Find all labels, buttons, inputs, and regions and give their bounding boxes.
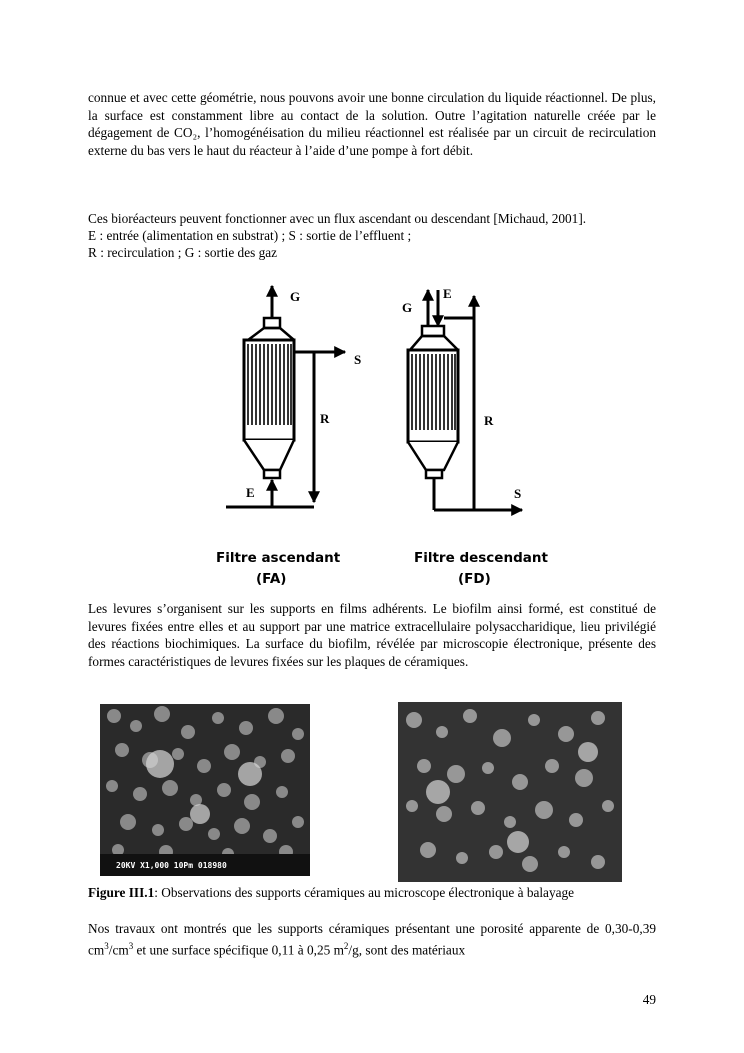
figure-caption-text: : Observations des supports céramiques au microscope électronique à balayage <box>154 885 575 900</box>
sem-left-label: 20KV X1,000 10Pm 018980 <box>116 861 227 870</box>
left-label-r: R <box>320 411 330 426</box>
right-label-r: R <box>484 413 494 428</box>
right-label-g: G <box>402 300 413 315</box>
intro-paragraph: connue et avec cette géométrie, nous pouvons avoir une bonne circulation du liquide réactionnel. De plus, la surface est constamment libre au contact de la solution. Outre l’agitation naturelle créée par le dégagement de CO₂, l’homogénéisation du milieu réactionnel est réalisée par un circuit de recirculation externe du bas vers le haut du réacteur à l’aide d’une pompe à fort débit. <box>88 90 656 158</box>
last-paragraph-part4: /g, sont des matériaux <box>348 942 466 958</box>
right-abbr: (FD) <box>458 571 491 587</box>
right-label-e: E <box>443 286 452 301</box>
left-label-e: E <box>246 485 255 500</box>
sup-cm3-1: 3 <box>104 940 109 951</box>
sup-m2: 2 <box>343 940 349 951</box>
right-label-s: S <box>514 486 522 501</box>
figure-caption-label: Figure III.1 <box>88 885 155 900</box>
last-paragraph-part1: Nos travaux ont montrés que les supports céramiques présentant une porosité apparente de 0,30-0,39 cm <box>88 921 656 958</box>
flux-line-3: R : recirculation ; G : sortie des gaz <box>88 245 278 260</box>
figure-caption <box>88 884 574 902</box>
left-label-s: S <box>354 352 362 367</box>
left-label-g: G <box>290 289 301 304</box>
last-paragraph-part3: et une surface spécifique 0,11 à 0,25 m <box>133 942 344 958</box>
last-paragraph-part2: /cm <box>108 942 129 958</box>
page-number: 49 <box>642 992 656 1007</box>
right-title: Filtre descendant <box>414 550 548 566</box>
left-title: Filtre ascendant <box>216 550 341 566</box>
reactor-diagram <box>200 280 560 590</box>
sup-cm3-2: 3 <box>128 940 134 951</box>
right-reactor <box>408 290 522 510</box>
flux-line-1: Ces bioréacteurs peuvent fonctionner avec un flux ascendant ou descendant [Michaud, 2001]. <box>88 211 587 226</box>
left-abbr: (FA) <box>256 571 287 587</box>
sem-micrograph-right <box>398 702 622 882</box>
left-reactor <box>226 286 345 507</box>
biofilm-paragraph: Les levures s’organisent sur les supports en films adhérents. Le biofilm ainsi formé, est constitué de levures fixées entre elles et au support par une matrice extracellulaire polysaccharidique, lieu privilégié des réactions biochimiques. La surface du biofilm, révélée par microscopie électronique, présente des formes caractéristiques de levures fixées sur les plaques de céramiques. <box>88 601 656 669</box>
last-paragraph <box>88 920 656 959</box>
flux-line-2: E : entrée (alimentation en substrat) ; S : sortie de l’effluent ; <box>88 228 412 243</box>
sem-micrograph-left <box>100 704 310 876</box>
